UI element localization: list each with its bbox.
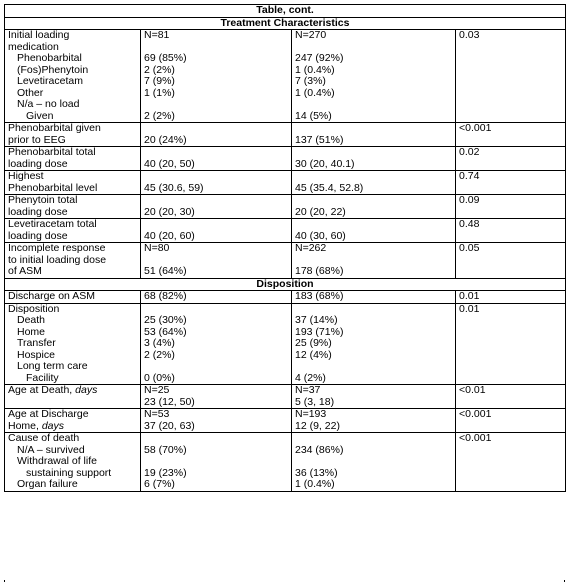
table-row — [5, 147, 566, 171]
value-line: 5 (3, 18) — [295, 395, 335, 408]
table-row — [5, 433, 566, 492]
table-row — [5, 219, 566, 243]
row-label-line — [8, 479, 137, 491]
p-value: 0.74 — [459, 170, 480, 182]
p-value-cell — [456, 385, 566, 409]
value-line: 53 (64%) — [144, 325, 187, 338]
row-label-line — [8, 111, 137, 123]
value-line: 1 (0.4%) — [295, 86, 335, 99]
value-line — [144, 433, 288, 445]
value-line: 4 (2%) — [295, 371, 326, 384]
table-row — [5, 385, 566, 409]
value-line: 30 (20, 40.1) — [295, 157, 355, 170]
spacer-line — [295, 219, 452, 231]
section-heading: Treatment Characteristics — [5, 17, 566, 30]
row-label-text: Highest — [8, 170, 44, 182]
row-label-text: prior to EEG — [8, 133, 66, 146]
row-label-text: Cause of death — [8, 432, 80, 444]
spacer-line — [144, 147, 288, 159]
value-line: 12 (4%) — [295, 348, 332, 361]
table-title-row — [5, 5, 566, 18]
row-label-line — [8, 385, 137, 397]
row-label-line — [8, 135, 137, 147]
p-value: 0.48 — [459, 218, 480, 230]
value-line: 68 (82%) — [144, 290, 187, 302]
value-line: 45 (35.4, 52.8) — [295, 181, 364, 194]
row-label-text: loading dose — [8, 157, 68, 170]
section-header-row — [5, 17, 566, 30]
value-line: 40 (30, 60) — [295, 229, 346, 242]
value-line: 2 (2%) — [144, 109, 175, 122]
value-line: 3 (4%) — [144, 337, 175, 349]
row-label-line — [8, 231, 137, 243]
section-header-row — [5, 278, 566, 291]
group2-value-cell — [292, 291, 456, 304]
value-line: 7 (3%) — [295, 75, 326, 87]
row-label-line — [8, 159, 137, 171]
value-line — [295, 99, 452, 111]
value-line: 40 (20, 50) — [144, 157, 195, 170]
table-row — [5, 195, 566, 219]
spacer-line — [295, 147, 452, 159]
spacer-line — [295, 171, 452, 183]
group2-value-cell — [292, 123, 456, 147]
row-label-line — [8, 183, 137, 195]
row-label-text: Other — [17, 86, 44, 99]
value-line: N=270 — [295, 29, 327, 41]
p-value-cell — [456, 171, 566, 195]
group1-value-cell — [141, 243, 292, 279]
value-line: 23 (12, 50) — [144, 395, 195, 408]
value-line: 1 (0.4%) — [295, 478, 335, 490]
row-label-cell — [5, 30, 141, 123]
value-line — [144, 456, 288, 468]
p-value-cell — [456, 243, 566, 279]
data-table — [4, 4, 566, 492]
row-label-text: Death — [17, 314, 46, 326]
p-value-cell — [456, 30, 566, 123]
row-label-cell — [5, 123, 141, 147]
section-heading: Disposition — [5, 278, 566, 291]
row-label-line — [8, 421, 137, 433]
p-value: 0.01 — [459, 303, 480, 315]
spacer-line — [295, 195, 452, 207]
row-label-cell — [5, 219, 141, 243]
row-label-text: Age at Discharge — [8, 408, 89, 420]
row-label-unit: days — [41, 419, 65, 432]
table-body — [5, 5, 566, 492]
row-label-text: Levetiracetam — [17, 75, 83, 87]
row-label-text: Organ failure — [17, 478, 78, 490]
group1-value-cell — [141, 30, 292, 123]
p-value: <0.001 — [459, 122, 492, 134]
p-value-cell — [456, 433, 566, 492]
group1-value-cell — [141, 123, 292, 147]
group2-value-cell — [292, 409, 456, 433]
p-value-cell — [456, 123, 566, 147]
row-label-text: Phenobarbital level — [8, 181, 98, 194]
value-line: 193 (71%) — [295, 325, 344, 338]
group1-value-cell — [141, 433, 292, 492]
row-label-text: Disposition — [8, 303, 60, 315]
row-label-line — [8, 291, 137, 303]
group1-value-cell — [141, 195, 292, 219]
p-value: 0.02 — [459, 146, 480, 158]
row-label-text: N/A – survived — [17, 443, 85, 456]
value-line — [144, 99, 288, 111]
row-label-text: Home, — [8, 419, 42, 432]
value-line: 178 (68%) — [295, 265, 344, 277]
value-line: 25 (9%) — [295, 337, 332, 349]
value-line: 2 (2%) — [144, 348, 175, 361]
row-label-text: medication — [8, 40, 59, 53]
p-value-cell — [456, 219, 566, 243]
row-label-text: Discharge on ASM — [8, 290, 95, 302]
value-line: 1 (0.4%) — [295, 63, 335, 76]
row-label-text: (Fos)Phenytoin — [17, 63, 89, 76]
value-line — [295, 433, 452, 445]
p-value: 0.09 — [459, 194, 480, 206]
row-label-text: Phenobarbital — [17, 52, 82, 64]
row-label-cell — [5, 433, 141, 492]
table-row — [5, 409, 566, 433]
table-row — [5, 123, 566, 147]
row-label-text: Home — [17, 325, 46, 338]
value-line: 234 (86%) — [295, 443, 344, 456]
p-value-cell — [456, 195, 566, 219]
table-row — [5, 30, 566, 123]
row-label-cell — [5, 409, 141, 433]
row-label-text: Age at Death, — [8, 384, 76, 396]
row-label-cell — [5, 243, 141, 279]
spacer-line — [144, 195, 288, 207]
value-line: 19 (23%) — [144, 466, 187, 479]
table-row — [5, 243, 566, 279]
row-label-line — [8, 266, 137, 278]
value-line: 58 (70%) — [144, 443, 187, 456]
row-label-cell — [5, 303, 141, 385]
group1-value-cell — [141, 291, 292, 304]
row-label-text: Hospice — [17, 348, 55, 361]
row-label-text: Withdrawal of life — [17, 455, 97, 467]
row-label-cell — [5, 147, 141, 171]
value-line: N=25 — [144, 384, 170, 396]
spacer-line — [144, 219, 288, 231]
row-label-text: Phenobarbital given — [8, 122, 101, 134]
group1-value-cell — [141, 219, 292, 243]
row-label-cell — [5, 385, 141, 409]
spacer-line — [295, 123, 452, 135]
value-line: 0 (0%) — [144, 371, 175, 384]
value-line: N=262 — [295, 242, 327, 254]
row-label-text: loading dose — [8, 205, 68, 218]
group2-value-cell — [292, 195, 456, 219]
p-value: 0.05 — [459, 242, 480, 254]
row-label-text: loading dose — [8, 229, 68, 242]
row-label-line — [8, 373, 137, 385]
value-line: 69 (85%) — [144, 52, 187, 64]
value-line: 247 (92%) — [295, 52, 344, 64]
p-value-cell — [456, 147, 566, 171]
p-value-cell — [456, 303, 566, 385]
table-row — [5, 171, 566, 195]
p-value: <0.001 — [459, 432, 492, 444]
group1-value-cell — [141, 385, 292, 409]
row-label-text: to initial loading dose — [8, 253, 107, 266]
row-label-line — [8, 207, 137, 219]
row-label-text: Facility — [26, 371, 59, 384]
table-row — [5, 291, 566, 304]
value-line: 36 (13%) — [295, 466, 338, 479]
value-line: 20 (24%) — [144, 133, 187, 146]
row-label-text: Given — [26, 109, 54, 122]
group2-value-cell — [292, 30, 456, 123]
row-label-text: Initial loading — [8, 29, 70, 41]
row-label-cell — [5, 195, 141, 219]
group2-value-cell — [292, 385, 456, 409]
row-label-cell — [5, 171, 141, 195]
group1-value-cell — [141, 409, 292, 433]
group2-value-cell — [292, 147, 456, 171]
group1-value-cell — [141, 147, 292, 171]
p-value: 0.01 — [459, 290, 480, 302]
table-title: Table, cont. — [5, 5, 566, 18]
row-label-text: Levetiracetam total — [8, 218, 97, 230]
row-label-cell — [5, 291, 141, 304]
value-line: N=193 — [295, 408, 327, 420]
row-label-text: Incomplete response — [8, 242, 106, 254]
value-line: 137 (51%) — [295, 133, 344, 146]
group1-value-cell — [141, 171, 292, 195]
value-line: 7 (9%) — [144, 75, 175, 87]
value-line: N=81 — [144, 29, 170, 41]
value-line: 183 (68%) — [295, 290, 344, 302]
value-line: 37 (14%) — [295, 314, 338, 326]
value-line — [295, 361, 452, 373]
value-line: N=37 — [295, 384, 321, 396]
value-line: 12 (9, 22) — [295, 419, 340, 432]
spacer-line — [144, 171, 288, 183]
p-value: 0.03 — [459, 29, 480, 41]
value-line: 2 (2%) — [144, 63, 175, 76]
value-line: 51 (64%) — [144, 265, 187, 277]
value-line: 25 (30%) — [144, 314, 187, 326]
value-line: 14 (5%) — [295, 109, 332, 122]
row-label-text: Phenobarbital total — [8, 146, 96, 158]
value-line: 20 (20, 22) — [295, 205, 346, 218]
group1-value-cell — [141, 303, 292, 385]
row-label-text: Phenytoin total — [8, 194, 78, 206]
p-value: <0.01 — [459, 384, 486, 396]
value-line: 45 (30.6, 59) — [144, 181, 204, 194]
value-line: N=53 — [144, 408, 170, 420]
p-value-cell — [456, 409, 566, 433]
value-line: 20 (20, 30) — [144, 205, 195, 218]
row-label-unit: days — [75, 384, 98, 396]
value-line — [144, 361, 288, 373]
value-line: 6 (7%) — [144, 478, 175, 490]
group2-value-cell — [292, 171, 456, 195]
row-label-text: Transfer — [17, 337, 56, 349]
row-label-text: N/a – no load — [17, 98, 80, 110]
row-label-text: Long term care — [17, 360, 88, 372]
group2-value-cell — [292, 303, 456, 385]
group2-value-cell — [292, 243, 456, 279]
value-line: N=80 — [144, 242, 170, 254]
value-line — [295, 456, 452, 468]
row-label-text: sustaining support — [26, 466, 112, 479]
group2-value-cell — [292, 219, 456, 243]
p-value: <0.001 — [459, 408, 492, 420]
p-value-cell — [456, 291, 566, 304]
group2-value-cell — [292, 433, 456, 492]
spacer-line — [144, 123, 288, 135]
table-row — [5, 303, 566, 385]
row-label-text: of ASM — [8, 265, 42, 277]
value-line: 1 (1%) — [144, 86, 175, 99]
value-line: 40 (20, 60) — [144, 229, 195, 242]
value-line: 37 (20, 63) — [144, 419, 195, 432]
